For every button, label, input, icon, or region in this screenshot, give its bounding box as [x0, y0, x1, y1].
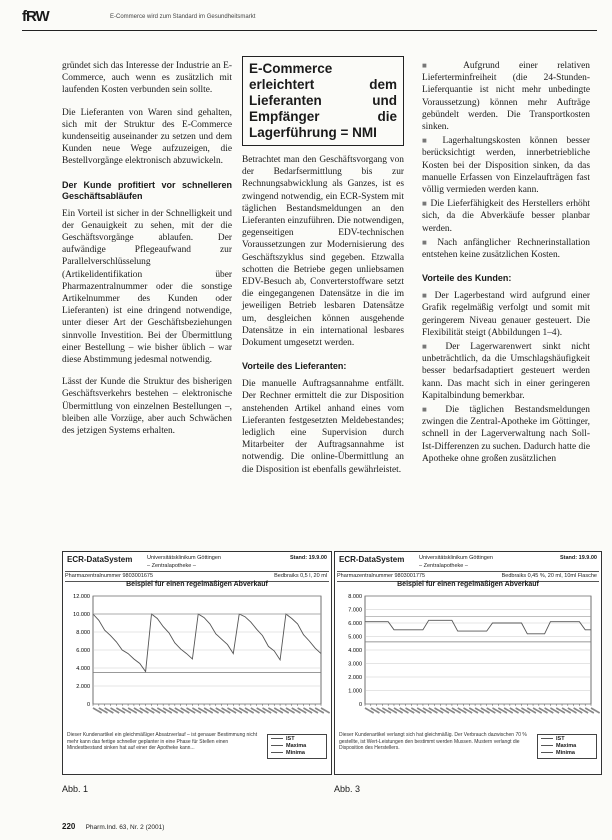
bullet-item: ■ Die Lieferfähigkeit des Herstellers erhöht sich, da die Abverkäufe besser planbar werden.: [422, 198, 590, 235]
department: – Zentralapotheke –: [147, 563, 196, 569]
y-tick-label: 2.000: [76, 684, 90, 690]
legend-item: Minima: [271, 750, 323, 757]
bullet-item: ■ Der Lagerbestand wird aufgrund einer Grafik regelmäßig verfolgt und somit mit geringerem Niveau genauer gesteuert. Die Flexibilität steigt (Abbildungen 1–4).: [422, 290, 590, 339]
y-tick-label: 8.000: [76, 630, 90, 636]
issue-info: Pharm.Ind. 63, Nr. 2 (2001): [85, 824, 165, 831]
chart-title: Beispiel für einen regelmäßigen Abverkauf: [397, 581, 539, 588]
bullet-item: ■ Die täglichen Bestandsmeldungen zwingen die Zentral-Apotheke im Göttinger, schnell in der Lagerverwaltung nach Soll-Ist-Differenzen zu suchen. Dadurch hatte die Apotheke ohne großen zusätzlichen: [422, 404, 590, 465]
clinic-name: Universitätsklinikum Göttingen: [419, 555, 493, 561]
chart-legend: [267, 734, 327, 759]
bullet-item: ■ Lagerhaltungskosten können besser berücksichtigt werden, innerbetriebliche Kosten bei der Disposition sinken, da das manuelle Erfassen von Einzelaufträgen fast völlig vermieden werden kann.: [422, 135, 590, 196]
legend-item: Maxima: [271, 743, 323, 750]
chart-date: Stand: 19.9.00: [290, 555, 327, 561]
chart-date: Stand: 19.9.00: [560, 555, 597, 561]
y-tick-label: 6.000: [348, 621, 362, 627]
paragraph: Die Lieferanten von Waren sind gehalten, sich mit der Struktur des E-Commerce kundenseitig auseinander zu setzen und dem Kunden neue Wege aufzuzeigen, die Bestellvorgänge elektronisch abzuwickeln.: [62, 107, 232, 167]
article-number: Pharmazentralnummer 9803001775: [337, 573, 426, 579]
chart-title: Beispiel für einen regelmäßigen Abverkauf: [126, 581, 268, 588]
chart-note: Dieser Kundenartikel verlangt sich hat gleichmäßig. Der Verbrauch dazwischen 70 % gestellte, ist Wert-Leistungen den bestimmt werden Mussen. Mustern verlangt die Disposition des Herstellers.: [339, 732, 527, 751]
journal-logo: fRW: [22, 8, 49, 25]
bullet-item: ■ Nach anfänglicher Rechnerinstallation entstehen keine zusätzlichen Kosten.: [422, 237, 590, 261]
y-tick-label: 10.000: [73, 612, 90, 618]
y-tick-label: 4.000: [76, 666, 90, 672]
page-number: 220: [62, 822, 76, 831]
article-pack: Bedbraiks 0,5 l, 20 ml: [274, 573, 327, 579]
header-rule: [22, 30, 597, 31]
bullet-item: ■ Aufgrund einer relativen Lieferterminfreiheit (die 24-Stunden-Lieferquantie ist nicht mehr unbedingte Voraussetzung) können mehr Aufträge gebündelt werden. Die Transportkosten sinken.: [422, 60, 590, 133]
legend-item: Maxima: [541, 743, 593, 750]
page-footer: [62, 822, 164, 831]
paragraph: Betrachtet man den Geschäftsvorgang von der Bedarfsermittlung bis zur Rechnungsabwicklung als Ganzes, ist es zwingend notwendig, ein ECR-System mit täglichen Bestandsmeldungen an den Lieferanten einzuführen. Die notwendigen, gegenseitigen EDV-technischen Voraussetzungen zur Modernisierung des Geschäftszyklus sind gegeben. Etzwalla schotten die Betriebe gegen unliebsamen EDV-Besuch ab, Converterstoffware setzt die eingegangenen Datensätze in die im jeweiligen Betrieb lesbaren Datensätze um, desgleichen können ausgehende Datensätze in ein international lesbares Dokument umgesetzt werden.: [242, 155, 404, 349]
article-pack: Bedbraiks 0,45 %, 20 ml, 10ml Flasche: [501, 573, 597, 579]
section-heading: Vorteile des Lieferanten:: [242, 361, 347, 372]
paragraph: gründet sich das Interesse der Industrie an E-Commerce, auch wenn es zusätzlich mit laufenden Kosten verbunden sein sollte.: [62, 61, 232, 96]
y-tick-label: 3.000: [348, 661, 362, 668]
y-tick-label: 2.000: [348, 675, 362, 681]
y-tick-label: 8.000: [348, 594, 362, 600]
section-heading: Der Kunde profitiert vor schnelleren Geschäftsabläufen: [62, 179, 232, 201]
system-name: ECR-DataSystem: [339, 555, 405, 564]
legend-item: Minima: [541, 750, 593, 757]
y-tick-label: 7.000: [348, 607, 362, 614]
paragraph: Lässt der Kunde die Struktur des bisherigen Geschäftsverkehrs bestehen – elektronische Übermittlung von einzelnen Bestellungen –, bleiben alle Vorzüge, aber auch Schwächen des jetzigen Systems erhalten.: [62, 377, 232, 437]
figure-caption: Abb. 1: [62, 784, 89, 794]
article-number: Pharmazentralnummer 9803001675: [65, 573, 154, 579]
chart-note: Dieser Kundenartikel ein gleichmäßiger Absatzverlauf – ist genauer Bestimmung nicht mehr kann das fertige schneller geplanter in eine Phase für Stellen einen Mindestbestand sinken hat auf einer der Apotheke kann...: [67, 732, 258, 751]
figure-caption: Abb. 3: [334, 784, 361, 794]
legend-item: IST: [271, 736, 323, 743]
system-name: ECR-DataSystem: [67, 555, 133, 564]
paragraph: Ein Vorteil ist sicher in der Schnelligkeit und der Genauigkeit zu sehen, mit der die Geschäftsvorgänge ablaufen. Der aufwändige Pflegeaufwand zur Parallelverschlüsselung (Artikelidentifikation über Pharmazentralnummer oder die sonstige Artikelnummer des Kunden oder Lieferanten) ist eine dringend notwendige, unter dieser Art der Geschäftsbeziehungen sinnvolle Investition. Bei der Übermittlung einer Bestellung – wie bisher üblich – war diese Abstimmung jedesmal notwendig.: [62, 208, 232, 366]
bullet-item: ■ Der Lagerwarenwert sinkt nicht unbeträchtlich, da die Umschlagshäufigkeit besser bedarfsadaptiert gesteuert werden kann. Das macht sich in einer geringeren Kapitalbindung bemerkbar.: [422, 341, 590, 402]
chart-plot-2: [335, 590, 601, 730]
legend-item: IST: [541, 736, 593, 743]
page-header: [22, 8, 597, 30]
chart-panel-1: [62, 551, 332, 775]
y-tick-label: 4.000: [348, 648, 362, 654]
y-tick-label: 5.000: [348, 634, 362, 641]
y-tick-label: 0: [86, 702, 90, 708]
y-tick-label: 1.000: [348, 688, 362, 695]
left-column: [62, 60, 232, 447]
section-heading: Vorteile des Kunden:: [422, 273, 512, 284]
running-head: E-Commerce wird zum Standard im Gesundheitsmarkt: [110, 14, 256, 20]
chart-panel-2: [334, 551, 602, 775]
y-tick-label: 12.000: [73, 594, 90, 600]
middle-column: [242, 56, 404, 486]
clinic-name: Universitätsklinikum Göttingen: [147, 555, 221, 561]
department: – Zentralapotheke –: [419, 563, 468, 569]
y-tick-label: 0: [358, 702, 362, 708]
highlight-box-title: E-Commerce erleichtert dem Lieferanten und Empfänger die Lagerführung = NMI: [242, 56, 404, 146]
chart-plot-1: [63, 590, 331, 730]
chart-legend: [537, 734, 597, 759]
y-tick-label: 6.000: [76, 648, 90, 654]
right-column: [422, 60, 590, 467]
paragraph: Die manuelle Auftragsannahme entfällt. Der Rechner ermittelt die zur Disposition anstehenden Artikel anhand eines vom Lieferanten festgesetzten Meldebestandes; lediglich eine Supervision durch Mitarbeiter der Auftragsannahme ist notwendig. Die online-Übermittlung an die Disposition ist ebenfalls gewährleistet.: [242, 379, 404, 475]
